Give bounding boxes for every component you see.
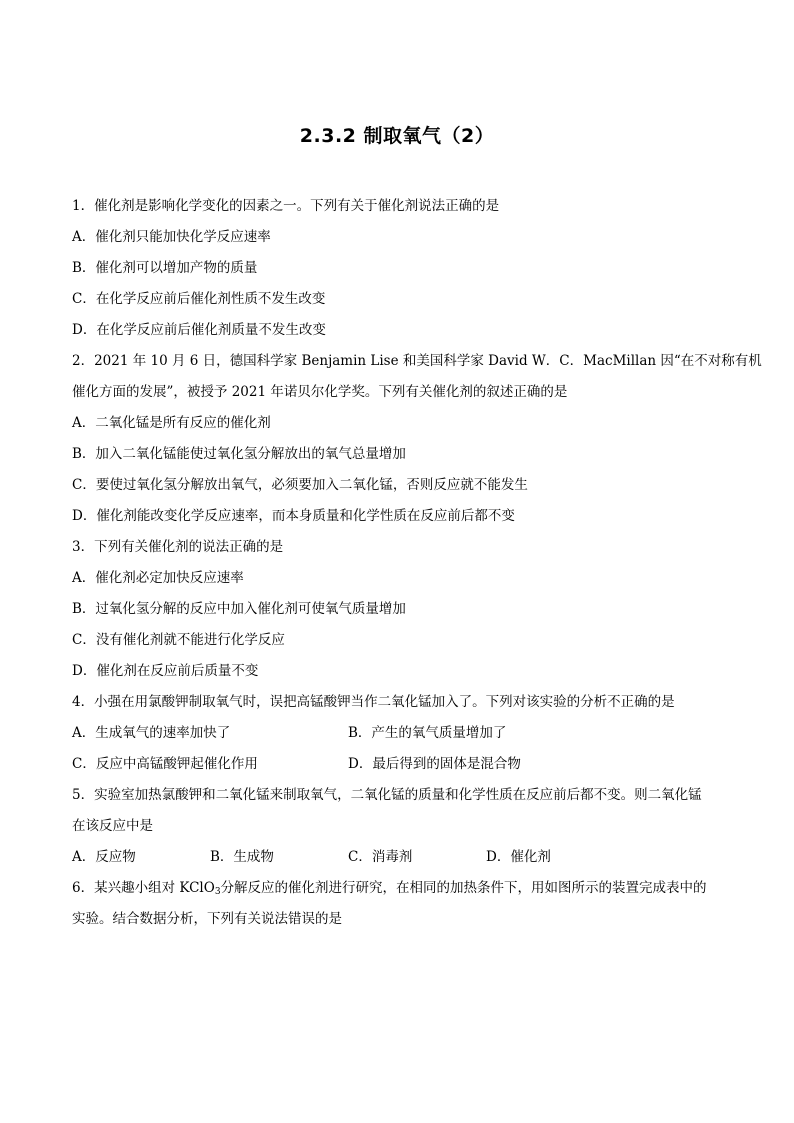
question-5-stem-line-2: 在该反应中是 (72, 818, 153, 834)
question-5-option-b: B．生成物 (210, 849, 274, 865)
question-5-options-row (72, 847, 732, 878)
question-3-option-c: C．没有催化剂就不能进行化学反应 (72, 632, 285, 648)
question-1-stem: 1．催化剂是影响化学变化的因素之一。下列有关于催化剂说法正确的是 (72, 198, 500, 214)
question-5-option-a: A．反应物 (72, 849, 136, 865)
question-1-option-a: A．催化剂只能加快化学反应速率 (72, 229, 271, 245)
question-4-stem: 4．小强在用氯酸钾制取氧气时，误把高锰酸钾当作二氧化锰加入了。下列对该实验的分析不正确的是 (72, 694, 675, 710)
question-2-option-d: D．催化剂能改变化学反应速率，而本身质量和化学性质在反应前后都不变 (72, 508, 515, 524)
question-6-subscript: 3 (214, 887, 221, 897)
question-4-option-c: C．反应中高锰酸钾起催化作用 (72, 756, 258, 772)
question-6-stem-line-1 (72, 878, 732, 909)
question-3-option-b: B．过氧化氢分解的反应中加入催化剂可使氧气质量增加 (72, 601, 406, 617)
question-6-stem-part-1: 6．某兴趣小组对 KClO (72, 880, 215, 896)
question-list (72, 196, 762, 940)
question-2-option-a: A．二氧化锰是所有反应的催化剂 (72, 415, 271, 431)
question-2-stem-line-2: 催化方面的发展”，被授予 2021 年诺贝尔化学奖。下列有关催化剂的叙述正确的是 (72, 384, 568, 400)
question-5-stem-line-1: 5．实验室加热氯酸钾和二氧化锰来制取氧气，二氧化锰的质量和化学性质在反应前后都不变。则二氧化锰 (72, 787, 702, 803)
page-title: 2.3.2 制取氧气（2） (299, 125, 495, 147)
question-2-stem-line-1: 2．2021 年 10 月 6 日，德国科学家 Benjamin Lise 和美国科学家 David W．C．MacMillan 因“在不对称有机 (72, 353, 762, 369)
question-5-option-d: D．催化剂 (486, 849, 551, 865)
question-5-option-c: C．消毒剂 (348, 849, 413, 865)
question-3-option-a: A．催化剂必定加快反应速率 (72, 570, 244, 586)
question-4-options-row-1 (72, 723, 732, 754)
question-2-option-b: B．加入二氧化锰能使过氧化氢分解放出的氧气总量增加 (72, 446, 406, 462)
question-1-option-b: B．催化剂可以增加产物的质量 (72, 260, 258, 276)
question-4-option-d: D．最后得到的固体是混合物 (348, 756, 521, 772)
question-4-options-row-2 (72, 754, 732, 785)
question-4-option-a: A．生成氧气的速率加快了 (72, 725, 231, 741)
question-1-option-d: D．在化学反应前后催化剂质量不发生改变 (72, 322, 326, 338)
question-3-stem: 3．下列有关催化剂的说法正确的是 (72, 539, 284, 555)
question-2-option-c: C．要使过氧化氢分解放出氧气，必须要加入二氧化锰，否则反应就不能发生 (72, 477, 528, 493)
question-6-stem-part-2: 分解反应的催化剂进行研究，在相同的加热条件下，用如图所示的装置完成表中的 (220, 880, 707, 896)
question-6-stem-line-2: 实验。结合数据分析，下列有关说法错误的是 (72, 911, 342, 927)
question-1-option-c: C．在化学反应前后催化剂性质不发生改变 (72, 291, 326, 307)
question-4-option-b: B．产生的氧气质量增加了 (348, 725, 507, 741)
question-3-option-d: D．催化剂在反应前后质量不变 (72, 663, 259, 679)
